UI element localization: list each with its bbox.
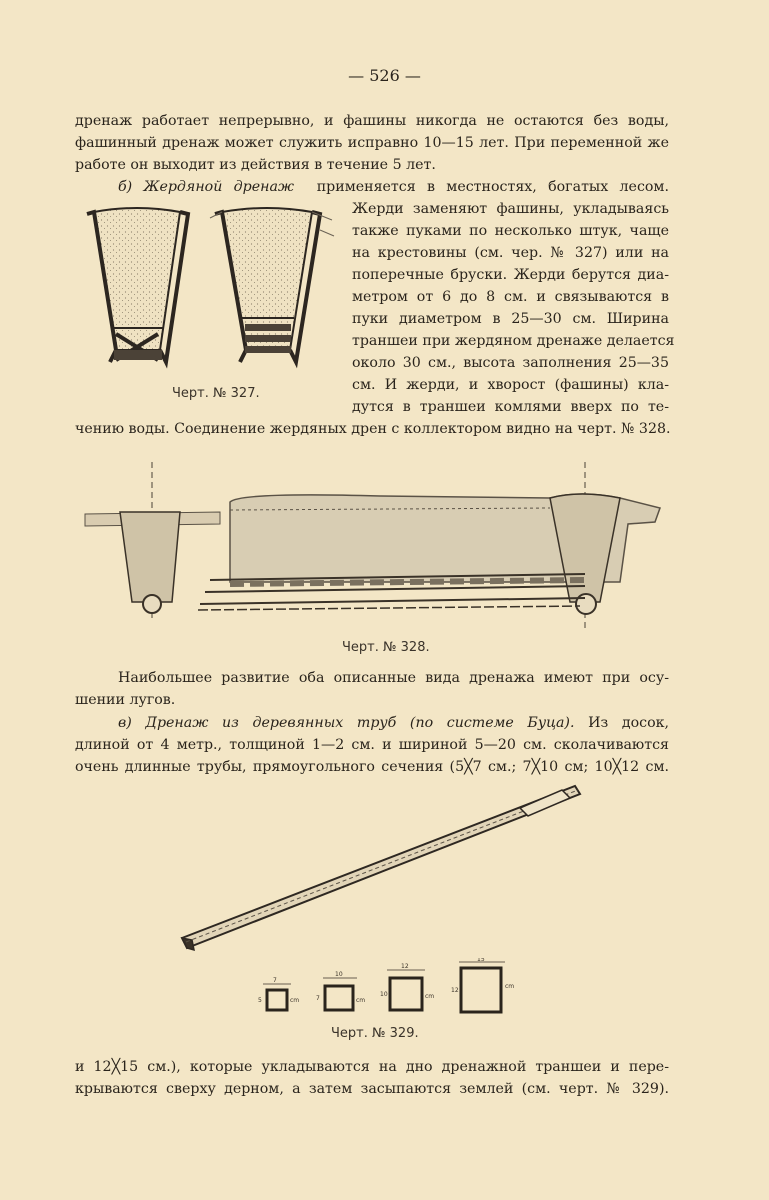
text-line: на крестовины (см. чер. № 327) или на xyxy=(352,245,669,261)
dim-label: 5 xyxy=(258,997,262,1004)
dim-label: cm xyxy=(356,997,366,1004)
text-line: очень длинные трубы, прямоугольного сечения (5╳7 см.; 7╳10 см; 10╳12 см. xyxy=(75,759,669,775)
text-line: длиной от 4 метр., толщиной 1—2 см. и шириной 5—20 см. сколачиваются xyxy=(75,737,669,753)
section-heading-b: б) Жердяной дренаж xyxy=(118,179,295,195)
page-number: — 526 — xyxy=(348,66,421,85)
text-line: также пуками по несколько штук, чаще xyxy=(352,223,669,239)
text-line: работе он выходит из действия в течение 5 лет. xyxy=(75,157,436,173)
paragraph-2-last xyxy=(75,418,669,440)
figure-329-wooden-pipe xyxy=(170,780,590,960)
paragraph-3 xyxy=(75,667,669,711)
paragraph-2-wrap xyxy=(352,198,675,418)
text-line: Жерди заменяют фашины, укладываясь xyxy=(352,201,669,217)
text-line: см. И жерди, и хворост (фашины) кла- xyxy=(352,377,669,393)
text-line: шении лугов. xyxy=(75,692,176,708)
figure-329-caption: Черт. № 329. xyxy=(331,1026,419,1041)
text-line: Наибольшее развитие оба описанные вида дренажа имеют при осу- xyxy=(118,670,669,686)
dim-label: 12 xyxy=(401,963,409,970)
dim-label: cm xyxy=(425,993,435,1000)
paragraph-1 xyxy=(75,110,669,176)
text-line: чению воды. Соединение жердяных дрен с коллектором видно на черт. № 328. xyxy=(75,421,671,437)
figure-327-caption: Черт. № 327. xyxy=(172,386,260,401)
trench-right xyxy=(210,208,334,362)
figure-328-drain-junction xyxy=(80,462,670,637)
dim-label: 7 xyxy=(316,995,320,1002)
text-line: поперечные бруски. Жерди берутся диа- xyxy=(352,267,669,283)
text-line: дренаж работает непрерывно, и фашины никогда не остаются без воды, xyxy=(75,113,669,129)
text-line: применяется в местностях, богатых лесом. xyxy=(316,179,669,195)
paragraph-2-first-line xyxy=(118,176,669,198)
dim-label: cm xyxy=(290,997,300,1004)
text-line: Из досок, xyxy=(588,715,669,731)
text-line: траншеи при жердяном дренаже делается xyxy=(352,333,675,349)
dim-label: 10 xyxy=(380,991,388,998)
figure-328-caption: Черт. № 328. xyxy=(342,640,430,655)
dim-label: 10 xyxy=(335,971,343,978)
text-line: крываются сверху дерном, а затем засыпаются землей (см. черт. № 329). xyxy=(75,1081,669,1097)
dim-label: cm xyxy=(505,983,515,990)
dim-label: 12 xyxy=(451,987,459,994)
text-line: фашинный дренаж может служить исправно 10—15 лет. При переменной же xyxy=(75,135,669,151)
text-line: и 12╳15 см.), которые укладываются на дно дренажной траншеи и пере- xyxy=(75,1059,669,1075)
dim-label: 15 xyxy=(477,958,485,963)
paragraph-4 xyxy=(75,712,669,778)
text-line: около 30 см., высота заполнения 25—35 xyxy=(352,355,669,371)
dim-label: 7 xyxy=(273,977,277,984)
paragraph-5 xyxy=(75,1056,669,1100)
figure-327-trench-sections xyxy=(82,200,342,380)
figure-329-cross-sections xyxy=(255,958,525,1020)
section-heading-v: в) Дренаж из деревянных труб (по системе Буца). xyxy=(118,715,575,731)
text-line: дутся в траншеи комлями вверх по те- xyxy=(352,399,669,415)
text-line: метром от 6 до 8 см. и связываются в xyxy=(352,289,669,305)
text-line: пуки диаметром в 25—30 см. Ширина xyxy=(352,311,669,327)
trench-left xyxy=(87,208,188,362)
